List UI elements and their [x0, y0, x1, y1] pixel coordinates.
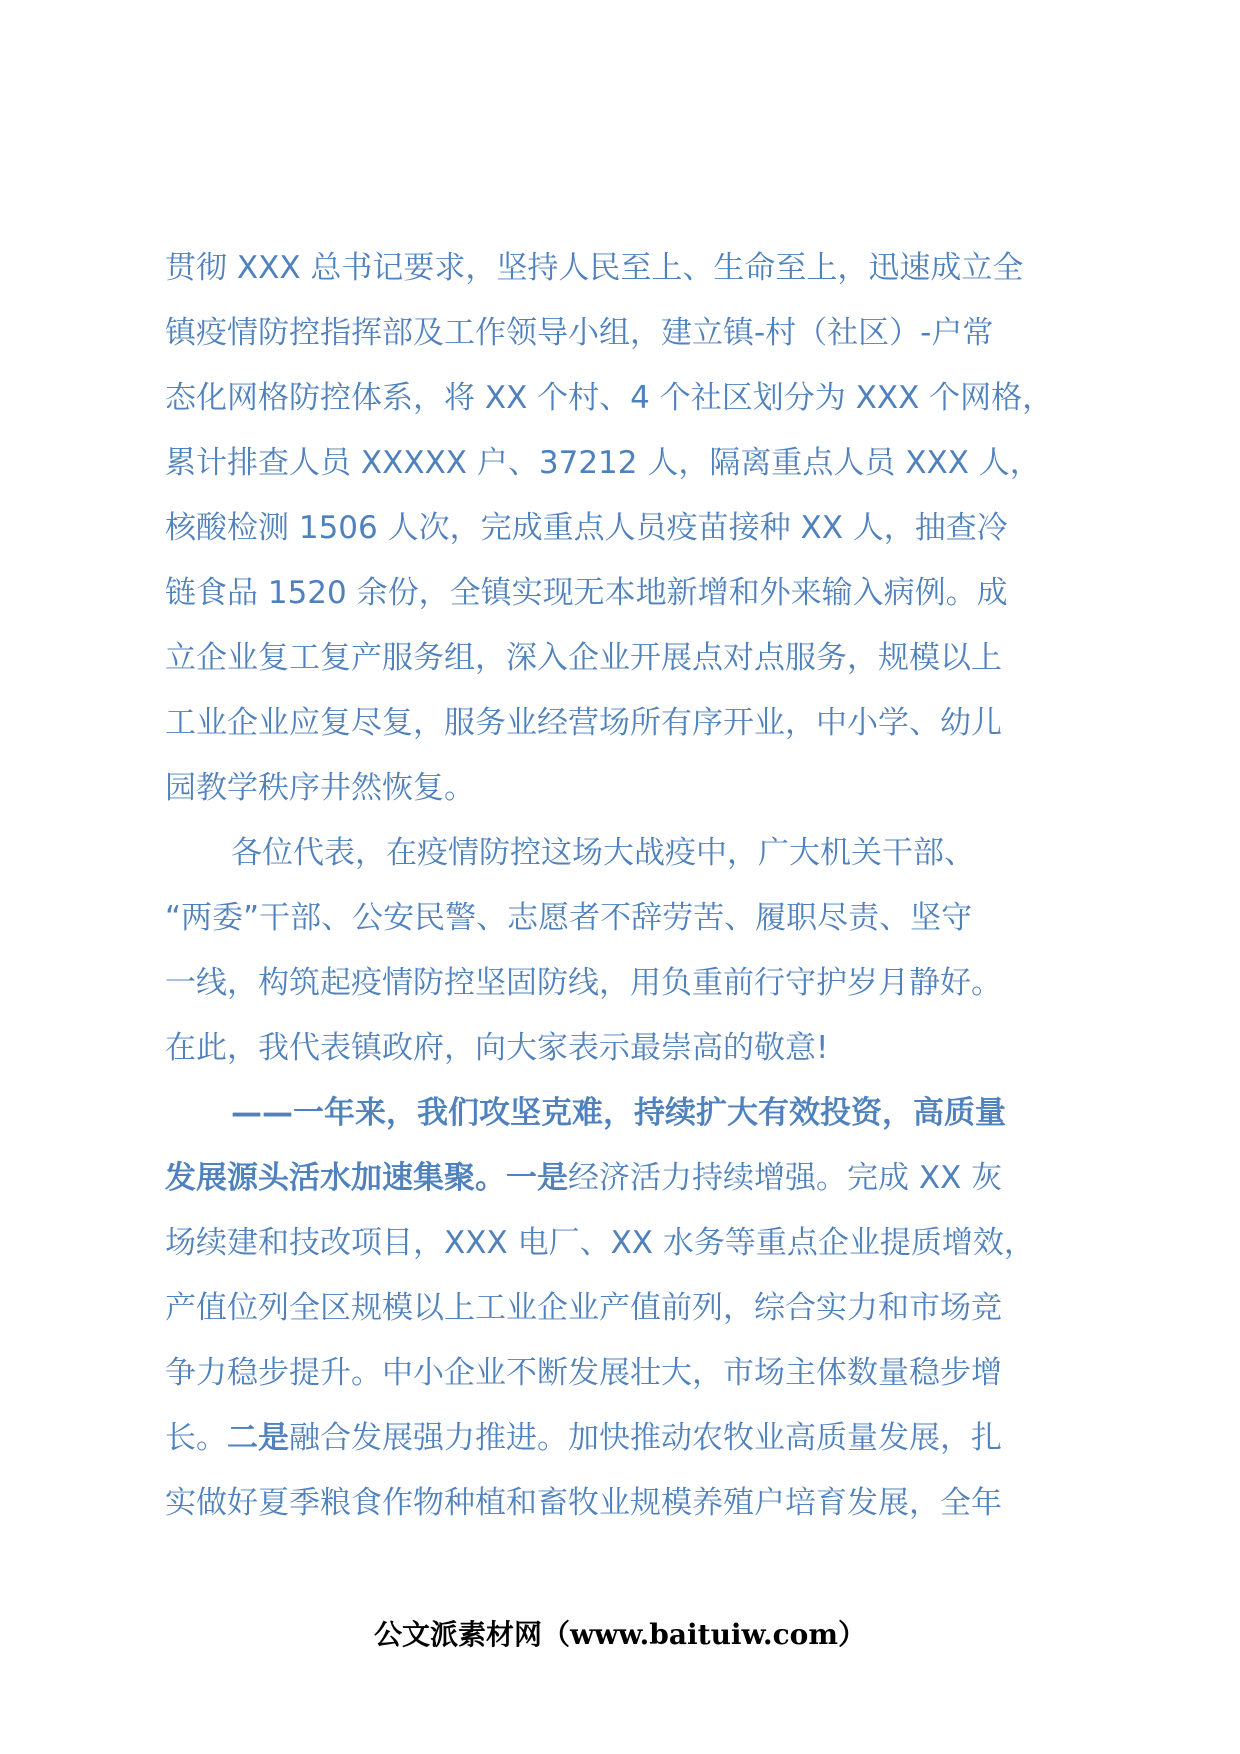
- body-text: 长。: [165, 1420, 227, 1456]
- body-line: 累计排查人员 XXXXX 户、37212 人，隔离重点人员 XXX 人，: [165, 445, 1041, 481]
- body-line: 争力稳步提升。中小企业不断发展壮大，市场主体数量稳步增: [165, 1355, 1002, 1391]
- body-text: 经济活力持续增强。完成 XX 灰: [568, 1160, 1003, 1196]
- body-line: 各位代表，在疫情防控这场大战疫中，广大机关干部、: [231, 835, 975, 871]
- body-line: 立企业复工复产服务组，深入企业开展点对点服务，规模以上: [165, 640, 1002, 676]
- body-line: 核酸检测 1506 人次，完成重点人员疫苗接种 XX 人，抽查冷: [165, 510, 1008, 546]
- paragraph-2: [165, 821, 1095, 1081]
- document-body: [165, 236, 1095, 1536]
- body-line: 链食品 1520 余份，全镇实现无本地新增和外来输入病例。成: [165, 575, 1008, 611]
- section-heading-line: ——一年来，我们攻坚克难，持续扩大有效投资，高质量: [231, 1095, 1006, 1131]
- footer-watermark: 公文派素材网（www.baituiw.com）: [374, 1618, 866, 1651]
- body-line: [165, 1146, 1095, 1211]
- body-text: 融合发展强力推进。加快推动农牧业高质量发展，扎: [289, 1420, 1002, 1456]
- body-line: 工业企业应复尽复，服务业经营场所有序开业，中小学、幼儿: [165, 705, 1002, 741]
- body-line: “两委”干部、公安民警、志愿者不辞劳苦、履职尽责、坚守: [165, 900, 973, 936]
- body-line: 场续建和技改项目，XXX 电厂、XX 水务等重点企业提质增效，: [165, 1225, 1035, 1261]
- body-line: 园教学秩序井然恢复。: [165, 770, 475, 806]
- paragraph-3: [165, 1081, 1095, 1536]
- point-marker: 一是: [506, 1160, 568, 1196]
- body-line: 实做好夏季粮食作物种植和畜牧业规模养殖户培育发展，全年: [165, 1485, 1002, 1521]
- body-line: 贯彻 XXX 总书记要求，坚持人民至上、生命至上，迅速成立全: [165, 250, 1024, 286]
- body-line: [165, 1406, 1095, 1471]
- body-line: 态化网格防控体系，将 XX 个村、4 个社区划分为 XXX 个网格，: [165, 380, 1054, 416]
- body-line: 产值位列全区规模以上工业企业产值前列，综合实力和市场竞: [165, 1290, 1002, 1326]
- section-heading-text: 发展源头活水加速集聚。: [165, 1160, 506, 1196]
- body-line: 在此，我代表镇政府，向大家表示最崇高的敬意!: [165, 1030, 829, 1066]
- point-marker: 二是: [227, 1420, 289, 1456]
- paragraph-1: [165, 236, 1095, 821]
- body-line: 镇疫情防控指挥部及工作领导小组，建立镇-村（社区）-户常: [165, 315, 994, 351]
- body-line: 一线，构筑起疫情防控坚固防线，用负重前行守护岁月静好。: [165, 965, 1002, 1001]
